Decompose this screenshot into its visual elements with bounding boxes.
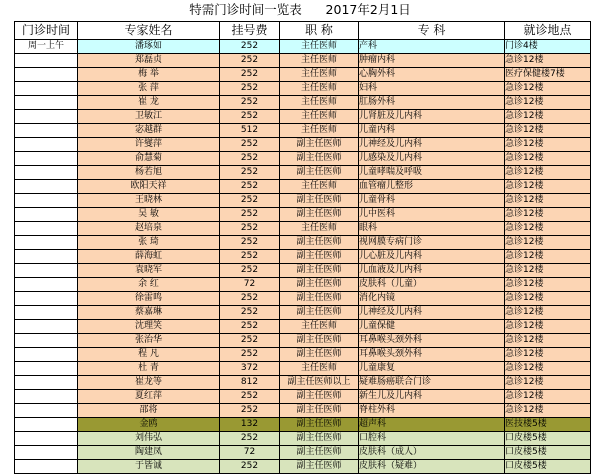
clinic-time-cell <box>15 96 78 110</box>
clinic-time-cell <box>15 432 78 446</box>
location-cell: 急诊12楼 <box>505 124 591 138</box>
clinic-time-cell <box>15 306 78 320</box>
clinic-time-cell <box>15 166 78 180</box>
rank-cell: 主任医师 <box>280 180 359 194</box>
table-row <box>15 152 591 166</box>
clinic-time-cell <box>15 208 78 222</box>
clinic-time-cell <box>15 250 78 264</box>
rank-cell: 主任医师 <box>280 362 359 376</box>
header-location: 就诊地点 <box>505 22 591 40</box>
specialty-cell: 儿肾脏及儿内科 <box>359 110 505 124</box>
specialty-cell: 儿神经及儿内科 <box>359 306 505 320</box>
fee-cell: 252 <box>220 180 280 194</box>
doctor-name-cell: 张 萍 <box>78 82 220 96</box>
specialty-cell: 儿童骨科 <box>359 194 505 208</box>
rank-cell: 副主任医师 <box>280 418 359 432</box>
table-row <box>15 306 591 320</box>
fee-cell: 252 <box>220 320 280 334</box>
specialty-cell: 儿心脏及儿内科 <box>359 250 505 264</box>
doctor-name-cell: 卫敏江 <box>78 110 220 124</box>
location-cell: 急诊12楼 <box>505 236 591 250</box>
page-title: 特需门诊时间一览表 2017年2月1日 <box>189 2 411 17</box>
fee-cell: 252 <box>220 306 280 320</box>
clinic-time-cell: 周一上午 <box>15 40 78 54</box>
doctor-name-cell: 邵将 <box>78 404 220 418</box>
fee-cell: 252 <box>220 334 280 348</box>
table-row <box>15 180 591 194</box>
doctor-name-cell: 郑磊贞 <box>78 54 220 68</box>
specialty-cell: 儿中医科 <box>359 208 505 222</box>
doctor-name-cell: 蔡嘉琳 <box>78 306 220 320</box>
doctor-name-cell: 张 琦 <box>78 236 220 250</box>
clinic-time-cell <box>15 348 78 362</box>
clinic-time-cell <box>15 320 78 334</box>
fee-cell: 252 <box>220 432 280 446</box>
rank-cell: 副主任医师 <box>280 460 359 474</box>
rank-cell: 副主任医师 <box>280 334 359 348</box>
doctor-name-cell: 金鸥 <box>78 418 220 432</box>
specialty-cell: 皮肤科（儿童） <box>359 278 505 292</box>
doctor-name-cell: 欧阳天祥 <box>78 180 220 194</box>
doctor-name-cell: 于皆诚 <box>78 460 220 474</box>
fee-cell: 252 <box>220 138 280 152</box>
fee-cell: 252 <box>220 460 280 474</box>
table-row <box>15 278 591 292</box>
specialty-cell: 超声科 <box>359 418 505 432</box>
rank-cell: 副主任医师 <box>280 292 359 306</box>
location-cell: 急诊12楼 <box>505 390 591 404</box>
specialty-cell: 儿感染及儿内科 <box>359 152 505 166</box>
location-cell: 急诊12楼 <box>505 194 591 208</box>
doctor-name-cell: 吴 敏 <box>78 208 220 222</box>
header-time: 门诊时间 <box>15 22 78 40</box>
clinic-time-cell <box>15 418 78 432</box>
doctor-name-cell: 许燮萍 <box>78 138 220 152</box>
specialty-cell: 皮肤科（成人） <box>359 446 505 460</box>
specialty-cell: 耳鼻喉头颈外科 <box>359 334 505 348</box>
rank-cell: 主任医师 <box>280 40 359 54</box>
clinic-time-cell <box>15 264 78 278</box>
fee-cell: 252 <box>220 292 280 306</box>
doctor-name-cell: 俞慧菊 <box>78 152 220 166</box>
fee-cell: 252 <box>220 194 280 208</box>
rank-cell: 副主任医师 <box>280 278 359 292</box>
clinic-time-cell <box>15 222 78 236</box>
clinic-time-cell <box>15 460 78 474</box>
rank-cell: 主任医师 <box>280 222 359 236</box>
clinic-time-cell <box>15 278 78 292</box>
table-row <box>15 292 591 306</box>
rank-cell: 副主任医师 <box>280 250 359 264</box>
location-cell: 急诊12楼 <box>505 54 591 68</box>
specialty-cell: 儿童哮喘及呼吸 <box>359 166 505 180</box>
doctor-name-cell: 徐雷鸣 <box>78 292 220 306</box>
doctor-name-cell: 夏红萍 <box>78 390 220 404</box>
clinic-time-cell <box>15 446 78 460</box>
specialty-cell: 耳鼻喉头颈外科 <box>359 348 505 362</box>
fee-cell: 252 <box>220 222 280 236</box>
table-row <box>15 334 591 348</box>
table-row <box>15 166 591 180</box>
location-cell: 急诊12楼 <box>505 404 591 418</box>
table-row <box>15 222 591 236</box>
specialty-cell: 儿神经及儿内科 <box>359 138 505 152</box>
table-row <box>15 194 591 208</box>
doctor-name-cell: 薛海虹 <box>78 250 220 264</box>
specialty-cell: 血管瘤儿整形 <box>359 180 505 194</box>
table-row <box>15 432 591 446</box>
location-cell: 急诊12楼 <box>505 320 591 334</box>
specialty-cell: 消化内镜 <box>359 292 505 306</box>
doctor-name-cell: 杨若旭 <box>78 166 220 180</box>
fee-cell: 252 <box>220 390 280 404</box>
specialty-cell: 肿瘤内科 <box>359 54 505 68</box>
table-row <box>15 110 591 124</box>
doctor-name-cell: 陶建凤 <box>78 446 220 460</box>
doctor-name-cell: 沈理笑 <box>78 320 220 334</box>
rank-cell: 主任医师 <box>280 68 359 82</box>
fee-cell: 252 <box>220 82 280 96</box>
location-cell: 急诊12楼 <box>505 82 591 96</box>
location-cell: 急诊12楼 <box>505 138 591 152</box>
fee-cell: 72 <box>220 446 280 460</box>
specialty-cell: 心胸外科 <box>359 68 505 82</box>
table-row <box>15 348 591 362</box>
rank-cell: 副主任医师 <box>280 404 359 418</box>
fee-cell: 252 <box>220 250 280 264</box>
clinic-time-cell <box>15 362 78 376</box>
clinic-time-cell <box>15 82 78 96</box>
clinic-time-cell <box>15 404 78 418</box>
fee-cell: 512 <box>220 124 280 138</box>
table-row <box>15 404 591 418</box>
rank-cell: 主任医师 <box>280 96 359 110</box>
table-row <box>15 418 591 432</box>
location-cell: 急诊12楼 <box>505 348 591 362</box>
table-row <box>15 96 591 110</box>
table-row <box>15 320 591 334</box>
clinic-time-cell <box>15 110 78 124</box>
clinic-time-cell <box>15 292 78 306</box>
clinic-time-cell <box>15 180 78 194</box>
schedule-table <box>14 21 591 474</box>
fee-cell: 812 <box>220 376 280 390</box>
table-row <box>15 390 591 404</box>
table-row <box>15 446 591 460</box>
location-cell: 口皮楼5楼 <box>505 446 591 460</box>
fee-cell: 252 <box>220 264 280 278</box>
header-rank: 职 称 <box>280 22 359 40</box>
location-cell: 急诊12楼 <box>505 264 591 278</box>
location-cell: 急诊12楼 <box>505 334 591 348</box>
rank-cell: 主任医师 <box>280 110 359 124</box>
rank-cell: 主任医师 <box>280 82 359 96</box>
doctor-name-cell: 程 凡 <box>78 348 220 362</box>
fee-cell: 72 <box>220 278 280 292</box>
location-cell: 医技楼5楼 <box>505 418 591 432</box>
location-cell: 急诊12楼 <box>505 278 591 292</box>
rank-cell: 副主任医师以上 <box>280 376 359 390</box>
table-row <box>15 138 591 152</box>
clinic-time-cell <box>15 390 78 404</box>
specialty-cell: 儿血液及儿内科 <box>359 264 505 278</box>
rank-cell: 副主任医师 <box>280 446 359 460</box>
location-cell: 急诊12楼 <box>505 376 591 390</box>
specialty-cell: 疑难肠癌联合门诊 <box>359 376 505 390</box>
header-specialty: 专 科 <box>359 22 505 40</box>
rank-cell: 副主任医师 <box>280 306 359 320</box>
rank-cell: 副主任医师 <box>280 166 359 180</box>
location-cell: 急诊12楼 <box>505 180 591 194</box>
header-fee: 挂号费 <box>220 22 280 40</box>
doctor-name-cell: 张治华 <box>78 334 220 348</box>
doctor-name-cell: 赵培泉 <box>78 222 220 236</box>
rank-cell: 副主任医师 <box>280 138 359 152</box>
table-row <box>15 236 591 250</box>
doctor-name-cell: 潘琢如 <box>78 40 220 54</box>
location-cell: 急诊12楼 <box>505 166 591 180</box>
table-row <box>15 82 591 96</box>
fee-cell: 252 <box>220 110 280 124</box>
fee-cell: 252 <box>220 40 280 54</box>
rank-cell: 副主任医师 <box>280 152 359 166</box>
location-cell: 急诊12楼 <box>505 222 591 236</box>
table-row <box>15 40 591 54</box>
doctor-name-cell: 袁晓军 <box>78 264 220 278</box>
fee-cell: 252 <box>220 54 280 68</box>
rank-cell: 副主任医师 <box>280 208 359 222</box>
fee-cell: 132 <box>220 418 280 432</box>
location-cell: 医疗保健楼7楼 <box>505 68 591 82</box>
table-row <box>15 460 591 474</box>
doctor-name-cell: 梅 举 <box>78 68 220 82</box>
rank-cell: 主任医师 <box>280 320 359 334</box>
clinic-time-cell <box>15 376 78 390</box>
location-cell: 急诊12楼 <box>505 292 591 306</box>
doctor-name-cell: 杜 青 <box>78 362 220 376</box>
specialty-cell: 儿童保健 <box>359 320 505 334</box>
fee-cell: 252 <box>220 96 280 110</box>
specialty-cell: 儿童内科 <box>359 124 505 138</box>
location-cell: 口皮楼5楼 <box>505 432 591 446</box>
rank-cell: 副主任医师 <box>280 390 359 404</box>
table-row <box>15 124 591 138</box>
table-row <box>15 376 591 390</box>
location-cell: 急诊12楼 <box>505 362 591 376</box>
specialty-cell: 脊柱外科 <box>359 404 505 418</box>
fee-cell: 252 <box>220 236 280 250</box>
table-row <box>15 264 591 278</box>
specialty-cell: 儿童康复 <box>359 362 505 376</box>
table-row <box>15 250 591 264</box>
fee-cell: 252 <box>220 152 280 166</box>
doctor-name-cell: 宓越群 <box>78 124 220 138</box>
specialty-cell: 皮肤科（疑难） <box>359 460 505 474</box>
fee-cell: 372 <box>220 362 280 376</box>
rank-cell: 副主任医师 <box>280 194 359 208</box>
location-cell: 急诊12楼 <box>505 110 591 124</box>
doctor-name-cell: 崔 龙 <box>78 96 220 110</box>
clinic-time-cell <box>15 54 78 68</box>
table-row <box>15 362 591 376</box>
clinic-time-cell <box>15 152 78 166</box>
specialty-cell: 肛肠外科 <box>359 96 505 110</box>
location-cell: 门诊4楼 <box>505 40 591 54</box>
specialty-cell: 新生儿及儿内科 <box>359 390 505 404</box>
doctor-name-cell: 余 红 <box>78 278 220 292</box>
specialty-cell: 眼科 <box>359 222 505 236</box>
doctor-name-cell: 崔龙等 <box>78 376 220 390</box>
rank-cell: 主任医师 <box>280 124 359 138</box>
header-name: 专家姓名 <box>78 22 220 40</box>
clinic-time-cell <box>15 124 78 138</box>
clinic-time-cell <box>15 334 78 348</box>
fee-cell: 252 <box>220 404 280 418</box>
fee-cell: 252 <box>220 166 280 180</box>
specialty-cell: 视网膜专病门诊 <box>359 236 505 250</box>
specialty-cell: 妇科 <box>359 82 505 96</box>
header-row <box>15 22 591 40</box>
rank-cell: 副主任医师 <box>280 432 359 446</box>
location-cell: 急诊12楼 <box>505 250 591 264</box>
clinic-time-cell <box>15 194 78 208</box>
table-row <box>15 68 591 82</box>
rank-cell: 副主任医师 <box>280 236 359 250</box>
fee-cell: 252 <box>220 348 280 362</box>
location-cell: 急诊12楼 <box>505 208 591 222</box>
fee-cell: 252 <box>220 208 280 222</box>
fee-cell: 252 <box>220 68 280 82</box>
clinic-time-cell <box>15 236 78 250</box>
rank-cell: 主任医师 <box>280 54 359 68</box>
specialty-cell: 口腔科 <box>359 432 505 446</box>
clinic-time-cell <box>15 68 78 82</box>
location-cell: 口皮楼5楼 <box>505 460 591 474</box>
table-row <box>15 208 591 222</box>
doctor-name-cell: 刘伟弘 <box>78 432 220 446</box>
table-row <box>15 54 591 68</box>
doctor-name-cell: 王晓林 <box>78 194 220 208</box>
rank-cell: 副主任医师 <box>280 264 359 278</box>
location-cell: 急诊12楼 <box>505 96 591 110</box>
rank-cell: 副主任医师 <box>280 348 359 362</box>
specialty-cell: 产科 <box>359 40 505 54</box>
location-cell: 急诊12楼 <box>505 152 591 166</box>
clinic-time-cell <box>15 138 78 152</box>
location-cell: 急诊12楼 <box>505 306 591 320</box>
